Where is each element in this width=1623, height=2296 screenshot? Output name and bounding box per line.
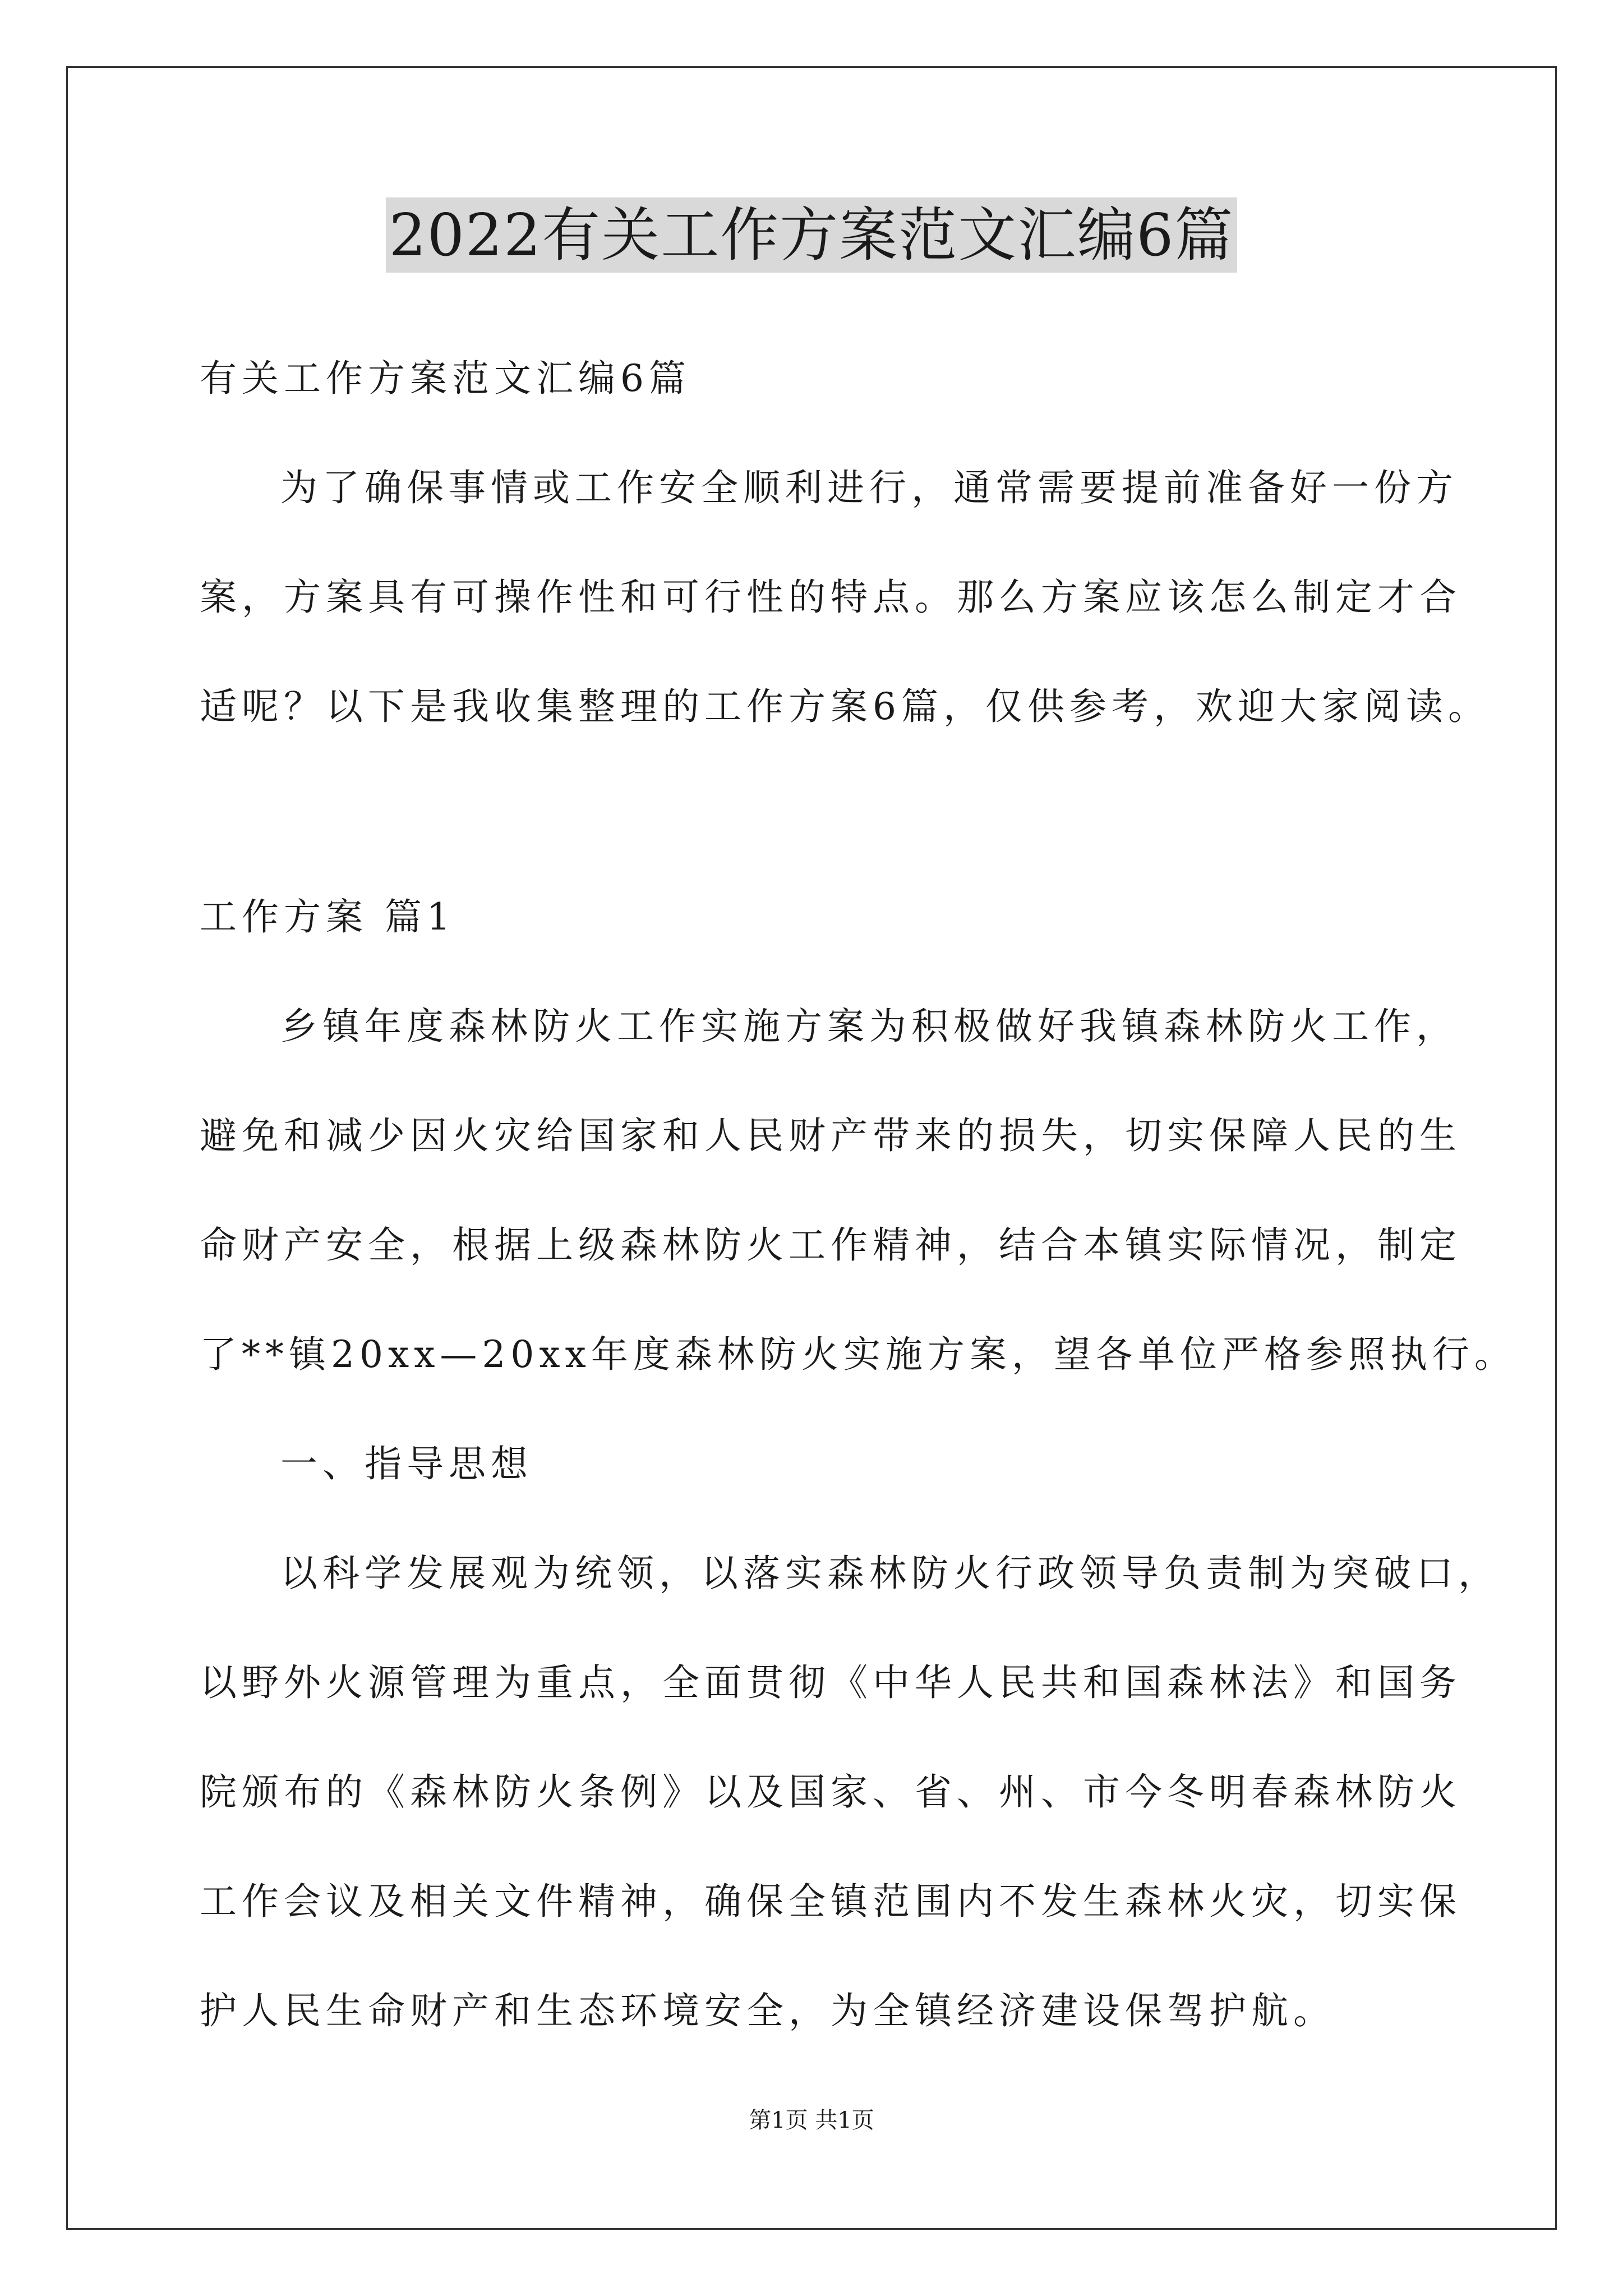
page-number: 第1页 共1页 bbox=[749, 2108, 874, 2133]
guide-line: 以野外火源管理为重点，全面贯彻《中华人民共和国森林法》和国务 bbox=[200, 1661, 1461, 1704]
section-line: 了**镇20xx—20xx年度森林防火实施方案，望各单位严格参照执行。 bbox=[200, 1333, 1516, 1376]
guide-line: 以科学发展观为统领，以落实森林防火行政领导负责制为突破口， bbox=[280, 1552, 1500, 1595]
intro-line: 适呢？以下是我收集整理的工作方案6篇，仅供参考，欢迎大家阅读。 bbox=[200, 685, 1490, 728]
document-subtitle: 有关工作方案范文汇编6篇 bbox=[200, 357, 691, 400]
section-line: 命财产安全，根据上级森林防火工作精神，结合本镇实际情况，制定 bbox=[200, 1223, 1461, 1267]
intro-line: 为了确保事情或工作安全顺利进行，通常需要提前准备好一份方 bbox=[280, 466, 1458, 509]
section-heading: 工作方案 篇1 bbox=[200, 895, 455, 938]
guide-heading: 一、指导思想 bbox=[280, 1442, 533, 1485]
intro-line: 案，方案具有可操作性和可行性的特点。那么方案应该怎么制定才合 bbox=[200, 576, 1461, 619]
section-line: 避免和减少因火灾给国家和人民财产带来的损失，切实保障人民的生 bbox=[200, 1114, 1461, 1157]
section-line: 乡镇年度森林防火工作实施方案为积极做好我镇森林防火工作， bbox=[280, 1005, 1458, 1048]
guide-line: 工作会议及相关文件精神，确保全镇范围内不发生森林火灾，切实保 bbox=[200, 1880, 1461, 1923]
guide-line: 院颁布的《森林防火条例》以及国家、省、州、市今冬明春森林防火 bbox=[200, 1770, 1461, 1814]
title-block bbox=[0, 197, 1623, 273]
guide-line: 护人民生命财产和生态环境安全，为全镇经济建设保驾护航。 bbox=[200, 1989, 1335, 2032]
document-title: 2022有关工作方案范文汇编6篇 bbox=[386, 197, 1238, 273]
